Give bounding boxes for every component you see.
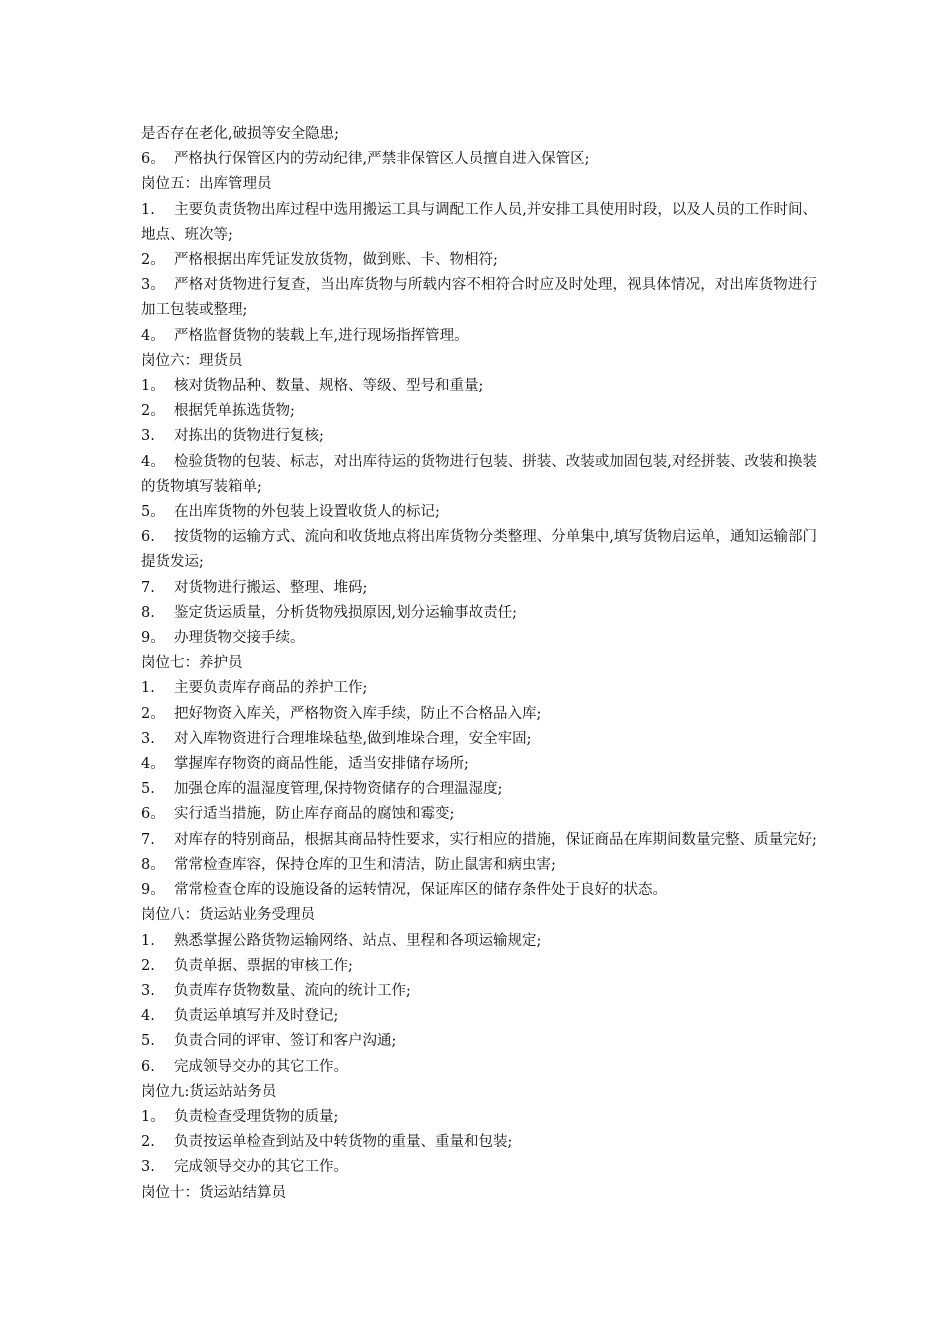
list-item <box>141 828 817 853</box>
list-item-text: 完成领导交办的其它工作。 <box>174 1058 348 1075</box>
list-item <box>141 1004 817 1029</box>
list-item-number: 2。 <box>141 252 165 269</box>
list-item <box>141 1130 817 1155</box>
list-item-text: 负责按运单检查到站及中转货物的重量、重量和包装; <box>174 1134 513 1151</box>
list-item-text: 在出库货物的外包装上设置收货人的标记; <box>174 504 440 521</box>
list-item <box>141 954 817 979</box>
list-item <box>141 777 817 802</box>
list-item <box>141 802 817 827</box>
list-item-text: 实行适当措施，防止库存商品的腐蚀和霉变; <box>174 806 455 823</box>
list-item-text: 掌握库存物资的商品性能，适当安排储存场所; <box>174 756 469 773</box>
list-item <box>141 374 817 399</box>
list-item <box>141 424 817 449</box>
section-heading: 岗位六：理货员 <box>141 352 243 369</box>
list-item-text: 对库存的特别商品，根据其商品特性要求，实行相应的措施，保证商品在库期间数量完整、质量完好; <box>174 831 817 848</box>
section-heading: 岗位五：出库管理员 <box>141 176 272 193</box>
list-item-text: 严格监督货物的装载上车,进行现场指挥管理。 <box>174 327 469 344</box>
section-heading: 岗位九:货运站站务员 <box>141 1083 277 1100</box>
section-heading: 岗位八：货运站业务受理员 <box>141 907 315 924</box>
list-item-text: 核对货物品种、数量、规格、等级、型号和重量; <box>174 378 484 395</box>
list-item-text: 对货物进行搬运、整理、堆码; <box>174 579 368 596</box>
list-item <box>141 248 817 273</box>
list-item-text: 鉴定货运质量，分析货物残损原因,划分运输事故责任; <box>174 604 517 621</box>
list-item-number: 7. <box>141 831 155 848</box>
list-item <box>141 929 817 954</box>
list-item-number: 1. <box>141 932 155 949</box>
list-item-text: 熟悉掌握公路货物运输网络、站点、里程和各项运输规定; <box>174 932 542 949</box>
list-item-text: 检验货物的包装、标志，对出库待运的货物进行包装、拼装、改装或加固包装,对经拼装、改装和换装的货物填写装箱单; <box>141 453 817 495</box>
list-item-text: 办理货物交接手续。 <box>174 630 305 647</box>
list-item-number: 3. <box>141 982 155 999</box>
list-item-number: 3. <box>141 428 155 445</box>
document-body <box>141 122 817 1206</box>
list-item <box>141 853 817 878</box>
list-item-text: 加强仓库的温湿度管理,保持物资储存的合理温湿度; <box>174 781 503 798</box>
list-item <box>141 1055 817 1080</box>
list-item <box>141 147 817 172</box>
list-item <box>141 450 817 500</box>
list-item-number: 3. <box>141 1159 155 1176</box>
list-item-text: 严格执行保管区内的劳动纪律,严禁非保管区人员擅自进入保管区; <box>174 151 590 168</box>
list-item <box>141 198 817 248</box>
list-item <box>141 626 817 651</box>
list-item <box>141 576 817 601</box>
list-item-number: 4。 <box>141 327 165 344</box>
list-item-number: 2。 <box>141 705 165 722</box>
list-item-number: 2. <box>141 1134 155 1151</box>
list-item-number: 1. <box>141 680 155 697</box>
list-item <box>141 727 817 752</box>
list-item <box>141 752 817 777</box>
list-item-number: 6. <box>141 529 155 546</box>
list-item-number: 2. <box>141 957 155 974</box>
list-item <box>141 1029 817 1054</box>
paragraph-text: 是否存在老化,破损等安全隐患; <box>141 126 339 142</box>
list-item-number: 6。 <box>141 806 165 823</box>
list-item-number: 9。 <box>141 630 165 647</box>
list-item <box>141 525 817 575</box>
list-item-number: 4. <box>141 1008 155 1025</box>
list-item-number: 1. <box>141 201 155 218</box>
list-item-text: 负责库存货物数量、流向的统计工作; <box>174 982 411 999</box>
list-item-text: 按货物的运输方式、流向和收货地点将出库货物分类整理、分单集中,填写货物启运单，通知运输部门提货发运; <box>141 529 817 571</box>
list-item-number: 5. <box>141 1033 155 1050</box>
list-item-text: 常常检查库容，保持仓库的卫生和清洁，防止鼠害和病虫害; <box>174 856 556 873</box>
list-item-number: 5。 <box>141 504 165 521</box>
list-item <box>141 1105 817 1130</box>
list-item-text: 完成领导交办的其它工作。 <box>174 1159 348 1176</box>
list-item-text: 主要负责库存商品的养护工作; <box>174 680 368 697</box>
list-item-number: 7. <box>141 579 155 596</box>
section-heading: 岗位十：货运站结算员 <box>141 1184 286 1201</box>
list-item <box>141 273 817 323</box>
list-item <box>141 500 817 525</box>
list-item <box>141 979 817 1004</box>
list-item-number: 8. <box>141 604 155 621</box>
list-item-text: 负责单据、票据的审核工作; <box>174 957 353 974</box>
list-item-text: 负责运单填写并及时登记; <box>174 1008 339 1025</box>
list-item <box>141 878 817 903</box>
list-item <box>141 676 817 701</box>
list-item-text: 负责检查受理货物的质量; <box>174 1108 339 1125</box>
list-item-number: 2。 <box>141 403 165 420</box>
list-item-number: 4。 <box>141 756 165 773</box>
list-item-number: 8。 <box>141 856 165 873</box>
list-item-text: 严格对货物进行复查，当出库货物与所载内容不相符合时应及时处理，视具体情况，对出库货物进行加工包装或整理; <box>141 277 817 319</box>
list-item-text: 主要负责货物出库过程中选用搬运工具与调配工作人员,并安排工具使用时段，以及人员的工作时间、地点、班次等; <box>141 201 817 243</box>
list-item <box>141 702 817 727</box>
list-item-number: 1。 <box>141 1108 165 1125</box>
list-item-number: 9。 <box>141 882 165 899</box>
list-item-text: 对入库物资进行合理堆垛毡垫,做到堆垛合理，安全牢固; <box>174 730 532 747</box>
list-item-number: 6。 <box>141 151 165 168</box>
list-item-number: 3。 <box>141 277 165 294</box>
list-item-text: 根据凭单拣选货物; <box>174 403 295 420</box>
list-item-text: 负责合同的评审、签订和客户沟通; <box>174 1033 397 1050</box>
list-item <box>141 399 817 424</box>
list-item-number: 3. <box>141 730 155 747</box>
list-item-number: 6. <box>141 1058 155 1075</box>
list-item-text: 对拣出的货物进行复核; <box>174 428 324 445</box>
section-heading: 岗位七：养护员 <box>141 655 243 672</box>
list-item <box>141 601 817 626</box>
list-item-number: 4。 <box>141 453 165 470</box>
list-item-number: 1。 <box>141 378 165 395</box>
list-item <box>141 1155 817 1180</box>
list-item-text: 常常检查仓库的设施设备的运转情况，保证库区的储存条件处于良好的状态。 <box>174 882 667 899</box>
list-item-number: 5. <box>141 781 155 798</box>
list-item-text: 把好物资入库关，严格物资入库手续，防止不合格品入库; <box>174 705 542 722</box>
list-item <box>141 324 817 349</box>
list-item-text: 严格根据出库凭证发放货物，做到账、卡、物相符; <box>174 252 498 269</box>
